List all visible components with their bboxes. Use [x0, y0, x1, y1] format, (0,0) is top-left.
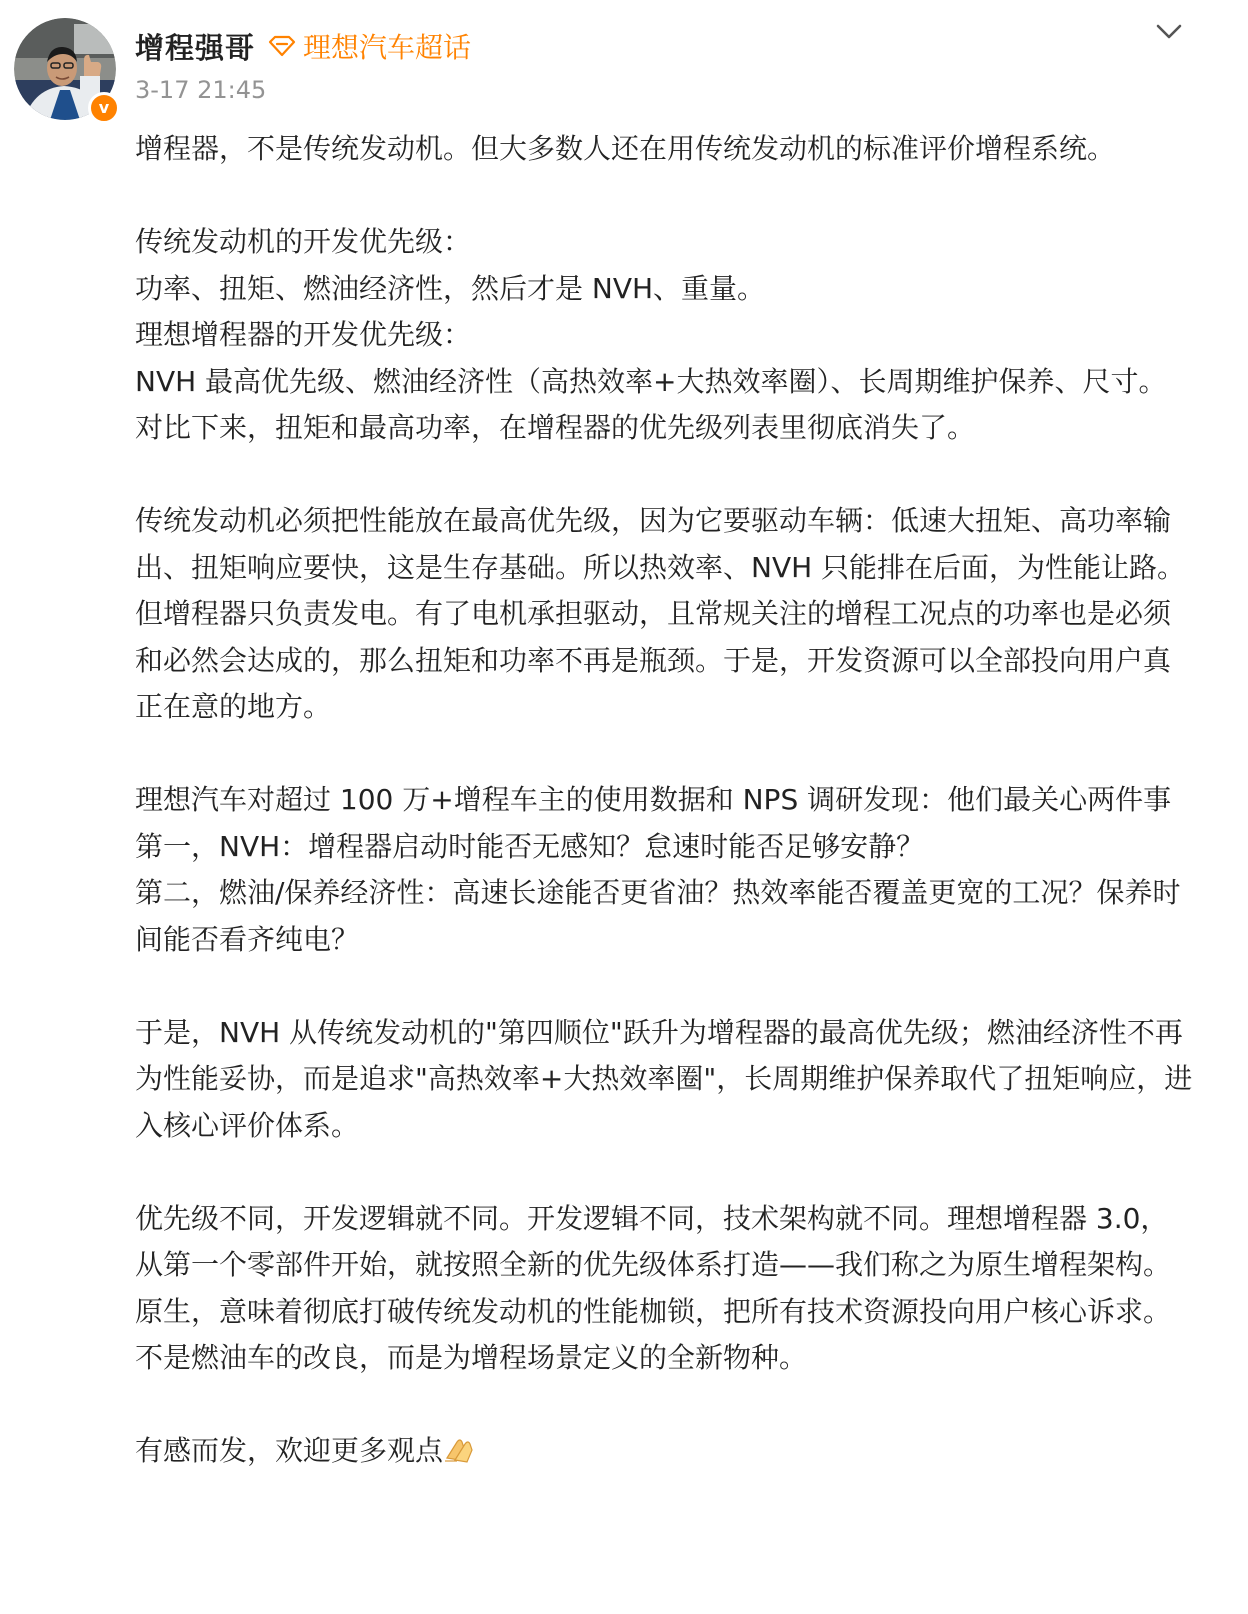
post-paragraph: 第一，NVH：增程器启动时能否无感知？怠速时能否足够安静？ [135, 829, 925, 863]
post-paragraph: 传统发动机的开发优先级： [135, 225, 472, 258]
avatar[interactable] [14, 18, 116, 120]
post-paragraph-closing [135, 1428, 1195, 1475]
post-paragraph: 功率、扭矩、燃油经济性，然后才是 NVH、重量。 [135, 271, 766, 305]
post-timestamp: 3-17 21:45 [135, 76, 267, 104]
post-paragraph: 对比下来，扭矩和最高功率，在增程器的优先级列表里彻底消失了。 [135, 411, 976, 444]
post-paragraph: 于是，NVH 从传统发动机的"第四顺位"跃升为增程器的最高优先级；燃油经济性不再为性能妥协，而是追求"高热效率+大热效率圈"，长周期维护保养取代了扭矩响应，进入核心评价体系。 [135, 1015, 1193, 1142]
paragraph-gap [135, 452, 1195, 499]
super-topic-label: 理想汽车超话 [303, 31, 472, 64]
paragraph-gap [135, 1149, 1195, 1196]
super-topic-icon [267, 34, 297, 58]
closing-text: 有感而发，欢迎更多观点 [135, 1434, 444, 1467]
post-paragraph: 理想汽车对超过 100 万+增程车主的使用数据和 NPS 调研发现：他们最关心两件事 [135, 783, 1172, 816]
paragraph-gap [135, 173, 1195, 220]
post-paragraph: NVH 最高优先级、燃油经济性（高热效率+大热效率圈）、长周期维护保养、尺寸。 [135, 364, 1167, 398]
post-body [135, 126, 1195, 1475]
paragraph-gap [135, 963, 1195, 1010]
verified-badge-icon: v [88, 92, 120, 124]
post-paragraph: 第二，燃油/保养经济性：高速长途能否更省油？热效率能否覆盖更宽的工况？保养时间能否看齐纯电？ [135, 876, 1181, 956]
post-paragraph: 优先级不同，开发逻辑就不同。开发逻辑不同，技术架构就不同。理想增程器 3.0，从第一个零部件开始，就按照全新的优先级体系打造——我们称之为原生增程架构。原生，意味着彻底打破传统发动机的性能枷锁，把所有技术资源投向用户核心诉求。不是燃油车的改良，而是为增程场景定义的全新物种。 [135, 1201, 1172, 1374]
author-row [135, 24, 471, 68]
paragraph-gap [135, 731, 1195, 778]
chevron-down-icon[interactable] [1154, 20, 1184, 44]
post-paragraph: 增程器，不是传统发动机。但大多数人还在用传统发动机的标准评价增程系统。 [135, 132, 1116, 165]
post-paragraph: 传统发动机必须把性能放在最高优先级，因为它要驱动车辆：低速大扭矩、高功率输出、扭矩响应要快，这是生存基础。所以热效率、NVH 只能排在后面，为性能让路。但增程器只负责发电。有了电机承担驱动，且常规关注的增程工况点的功率也是必须和必然会达成的，那么扭矩和功率不再是瓶颈。于是，开发资源可以全部投向用户真正在意的地方。 [135, 504, 1186, 723]
paragraph-gap [135, 1382, 1195, 1429]
super-topic-link[interactable] [267, 26, 471, 66]
author-name[interactable]: 增程强哥 [135, 30, 256, 65]
post-paragraph: 理想增程器的开发优先级： [135, 318, 472, 351]
folded-hands-emoji-icon [443, 1434, 477, 1464]
